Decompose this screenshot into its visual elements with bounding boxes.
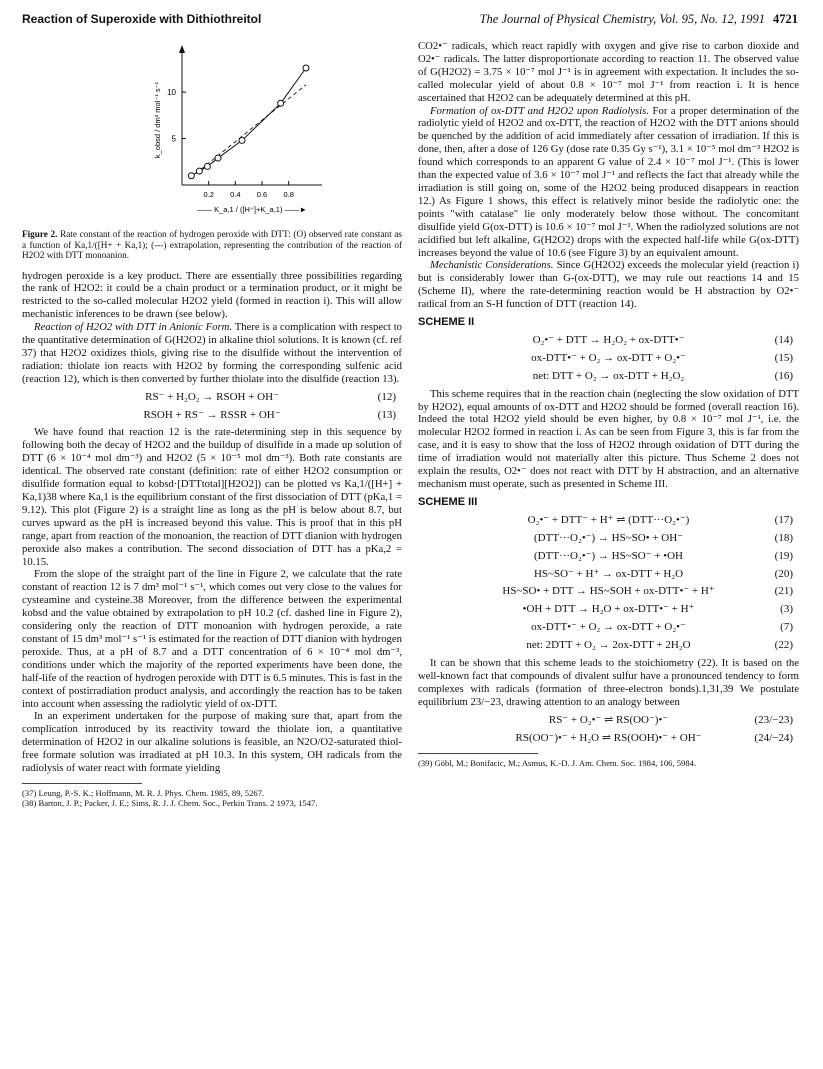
extrapolation-line bbox=[195, 85, 306, 174]
x-tick-label: 0.8 bbox=[283, 190, 294, 199]
paragraph: It can be shown that this scheme leads to the stoichiometry (22). It is based on the well-known fact that compounds of divalent sulfur have a pronounced tendency to form complexes with radicals (formation of three-electron bonds).1,31,39 We postulate equilibrium 23/−23, drawing attention to an analogy between bbox=[418, 657, 799, 708]
page-header bbox=[22, 12, 798, 30]
footnote-rule bbox=[418, 753, 538, 754]
equation-number: (16) bbox=[774, 369, 793, 382]
data-point bbox=[204, 163, 210, 169]
paragraph: In an experiment undertaken for the purpose of making sure that, apart from the complication introduced by its reactivity toward the thiolate ion, a quantitative determination of H2O2 in our alkaline solutions is feasible, an N2O/O2-saturated thiol-free formate solution was irradiated at pH 10.3. In this system, OH radicals from the radiolysis of water react with formate yielding bbox=[22, 710, 402, 775]
y-tick-label: 5 bbox=[171, 134, 176, 144]
x-tick-label: 0.4 bbox=[230, 190, 241, 199]
scheme-equation bbox=[418, 514, 799, 527]
paragraph-text: For a proper determination of the radiolytic yield of H2O2 and ox-DTT, the reaction of H2O2 with the DTT anions should be quenched by the addition of acid immediately after cessation of irradiation. If this is done, then, after a dose of 126 Gy (dose rate 0.35 Gy s⁻¹), 3.1 × 10⁻⁵ mol dm⁻³ H2O2 is found which corresponds to an apparent G value of 2.4 × 10⁻⁷ mol J⁻¹. (This is lower than the expected value of 3.6 × 10⁻⁷ mol J⁻¹ and reflects the fact that already while the irradiation is still going on, some of the H2O2 being produced disappears in reaction 12.) As Figure 1 shows, this effect is relatively minor beside the radiolytic one: the points "with catalase" lie only moderately below those without. The concomitant disulfide yield G(ox-DTT) is 10.6 × 10⁻⁷ mol J⁻¹. When the radiolyzed solutions are not acidified but left alkaline, G(H2O2) drops with the expected half-life while G(ox-DTT) increases beyond the value of 10.6 (see Figure 3) by an equivalent amount. bbox=[418, 104, 799, 259]
equation-12 bbox=[22, 391, 402, 404]
equation-text: net: 2DTT + O₂ → 2ox-DTT + 2H₂O bbox=[526, 639, 691, 652]
equation-text: O₂•⁻ + DTT → H₂O₂ + ox-DTT•⁻ bbox=[532, 333, 685, 346]
paragraph-text: There is a complication with respect to the quantitative determination of G(H2O2) in alkaline thiol solutions. It is known (cf. ref 37) that H2O2 oxidizes thiols, giving rise to the disulfide without the intervention of radiation: thiolate ion reacts with H2O2 by forming the corresponding sulfenic acid (reaction 12), which is then converted by further thiolate into the disulfide (reaction 13). bbox=[22, 321, 403, 385]
scheme-equation bbox=[418, 639, 799, 652]
equation-text: HS~SO⁻ + H⁺ → ox-DTT + H₂O bbox=[533, 567, 684, 580]
paragraph: CO2•⁻ radicals, which react rapidly with oxygen and give rise to carbon dioxide and O2•⁻ radicals. The latter disproportionate according to reaction 11. The observed value of G(H2O2) = 3.75 × 10⁻⁷ mol J⁻¹ is in agreement with expectation. It includes the so-called molecular yield of about 0.8 × 10⁻⁷ mol J⁻¹ from reaction i. It is hence ascertained that H2O2 can be adequately determined at this pH. bbox=[418, 40, 799, 104]
x-tick-label: 0.2 bbox=[203, 190, 214, 199]
scheme-equation bbox=[418, 352, 799, 365]
equation-text: •OH + DTT → H₂O + ox-DTT•⁻ + H⁺ bbox=[522, 603, 695, 616]
equation-number: (22) bbox=[774, 639, 793, 652]
equation-text: RS⁻ + O₂•⁻ ⇌ RS(OO⁻)•⁻ bbox=[548, 713, 669, 726]
x-axis-label: —— K_a,1 / ([H⁺]+K_a,1) ——► bbox=[197, 205, 307, 214]
paragraph bbox=[418, 259, 799, 311]
scheme-equation bbox=[418, 370, 799, 383]
equation-text: RS⁻ + H₂O₂ → RSOH + OH⁻ bbox=[145, 390, 279, 403]
equation-number: (14) bbox=[774, 333, 793, 346]
journal-name: The Journal of Physical Chemistry, Vol. 95, No. 12, 1991 bbox=[479, 12, 765, 26]
scheme-equation bbox=[418, 621, 799, 634]
equation-number: (21) bbox=[774, 585, 793, 598]
left-column bbox=[22, 40, 402, 808]
y-tick-label: 10 bbox=[167, 88, 176, 98]
equation-23 bbox=[418, 714, 799, 727]
y-axis-arrow bbox=[179, 45, 185, 53]
scheme-equation bbox=[418, 603, 799, 616]
journal-citation bbox=[480, 12, 798, 27]
figure-2 bbox=[22, 40, 402, 225]
data-point bbox=[303, 65, 309, 71]
equation-text: RS(OO⁻)•⁻ + H₂O ⇌ RS(OOH)•⁻ + OH⁻ bbox=[515, 731, 702, 744]
paragraph: This scheme requires that in the reaction chain (neglecting the slow oxidation of DTT by H2O2), equal amounts of ox-DTT and H2O2 should be formed (overall reaction 16). Indeed the total H2O2 yield should be even higher, by 0.8 × 10⁻⁷ mol J⁻¹, i.e. the molecular H2O2 formed in reaction i. As can be seen from Figure 3, this is far from the case, and it is easy to show that the loss of H2O2 through oxidation of DTT during the time of irradiation would not materially alter this picture. Thus Scheme 2 does not explain the results, O2•⁻ does not react with DTT by H abstraction, and an alternative mechanism must operate, such as presented in Scheme III. bbox=[418, 387, 799, 490]
figure-caption-text: Rate constant of the reaction of hydrogen peroxide with DTT: (O) observed rate constant as a function of Ka,1/([H+ + Ka,1); (---) extrapolation, representing the contribution of the reaction of H2O2 with DTT monoanion. bbox=[22, 229, 403, 260]
scheme-2-title: SCHEME II bbox=[418, 316, 475, 329]
footnote-37: (37) Leung, P.-S. K.; Hoffmann, M. R. J. Phys. Chem. 1985, 89, 5267. bbox=[22, 787, 265, 798]
paragraph: We have found that reaction 12 is the rate-determining step in this sequence by following both the decay of H2O2 and the buildup of disulfide in a made up solution of DTT (6 × 10⁻⁴ mol dm⁻³) and H2O2 (5 × 10⁻⁵ mol dm⁻³). Both rate constants are identical. The observed rate constant (definition: rate of either H2O2 consumption or disulfide formation equal to kobsd·[DTTtotal][H2O2]) can be plotted vs Ka,1/([H+] + Ka,1)38 where Ka,1 is the equilibrium constant of the first dissociation of DTT (pKa,1 = 9.12). This plot (Figure 2) is a straight line as long as the pH is below about 8.7, but curves upward as the pH is increased beyond this value. This is proof that in this pH range, apart from reaction of the monoanion, the reaction of DTT dianion with hydrogen peroxide also makes a contribution. The second dissociation of DTT has a pKa,2 = 10.15. bbox=[22, 426, 402, 568]
section-heading: Mechanistic Considerations. bbox=[430, 259, 554, 272]
data-point bbox=[239, 137, 245, 143]
footnote-39: (39) Göbl, M.; Bonifacic, M.; Asmus, K.-D. J. Am. Chem. Soc. 1984, 106, 5984. bbox=[418, 757, 697, 768]
figure-2-chart bbox=[22, 40, 402, 225]
paragraph bbox=[22, 321, 402, 386]
paragraph bbox=[418, 105, 799, 260]
scheme-equation bbox=[418, 550, 799, 563]
running-title: Reaction of Superoxide with Dithiothreitol bbox=[22, 12, 262, 26]
scheme-equation bbox=[418, 585, 799, 598]
right-column bbox=[418, 40, 799, 768]
equation-number: (7) bbox=[780, 621, 793, 634]
equation-number: (23/−23) bbox=[754, 713, 793, 726]
fit-curve bbox=[191, 68, 306, 176]
footnote-rule bbox=[22, 783, 142, 784]
paragraph-text: Since G(H2O2) exceeds the molecular yield (reaction i) but is considerably lower than G-(ox-DTT), we may rule out reactions 14 and 15 (Scheme II), where the rate-determining reaction would be H abstraction by O2•⁻ radical from an S-H function of DTT (reaction 14). bbox=[418, 259, 800, 311]
equation-number: (15) bbox=[774, 351, 793, 364]
equation-text: (DTT···O₂•⁻) → HS~SO• + OH⁻ bbox=[534, 531, 683, 544]
figure-caption bbox=[22, 229, 402, 261]
equation-text: ox-DTT•⁻ + O₂ → ox-DTT + O₂•⁻ bbox=[531, 621, 686, 634]
equation-text: O₂•⁻ + DTT⁻ + H⁺ ⇌ (DTT···O₂•⁻) bbox=[527, 513, 690, 526]
data-point bbox=[215, 155, 221, 161]
scheme-equation bbox=[418, 334, 799, 347]
equation-number: (3) bbox=[780, 603, 793, 616]
scheme-3-title: SCHEME III bbox=[418, 495, 478, 508]
section-heading: Formation of ox-DTT and H2O2 upon Radiolysis. bbox=[430, 104, 650, 117]
equation-number: (18) bbox=[774, 531, 793, 544]
section-heading: Reaction of H2O2 with DTT in Anionic Form. bbox=[34, 321, 233, 334]
page-number: 4721 bbox=[773, 12, 798, 26]
footnote-38: (38) Barton, J. P.; Packer, J. E.; Sims, R. J. J. Chem. Soc., Perkin Trans. 2 1973, 1547. bbox=[22, 797, 318, 808]
data-point bbox=[278, 100, 284, 106]
equation-text: RSOH + RS⁻ → RSSR + OH⁻ bbox=[143, 408, 281, 421]
paragraph: From the slope of the straight part of the line in Figure 2, we calculate that the rate constant of reaction 12 is 7 dm³ mol⁻¹ s⁻¹, which comes out very close to the values for cysteamine and cysteine.38 Moreover, from the difference between the experimental kobsd and the value obtained by extrapolation to pH 10.2 (cf. dashed line in Figure 2), considering only the reaction of DTT monoanion with hydrogen peroxide, a rate constant of 15 dm³ mol⁻¹ s⁻¹ is estimated for the reaction of DTT dianion with hydrogen peroxide. Thus, at a pH of 8.7 and a DTT concentration of 6 × 10⁻⁴ mol dm⁻³, conditions under which the majority of the reported experiments have been done, the half-life of the reaction of hydrogen peroxide with DTT is 6.5 minutes. This is fast in the context of postirradiation product analysis, and accordingly the reaction has to be taken into account when assessing the radiolytic yield of ox-DTT. bbox=[22, 568, 402, 710]
equation-text: (DTT···O₂•⁻) → HS~SO⁻ + •OH bbox=[534, 549, 683, 562]
paragraph: hydrogen peroxide is a key product. There are essentially three possibilities regarding the rank of H2O2: it could be a chain product or a termination product, or it might be restricted to the so-called molecular H2O2 yield (formed in reaction i). This will allow mechanistic inferences to be drawn (see below). bbox=[22, 269, 402, 321]
equation-text: HS~SO• + DTT → HS~SOH + ox-DTT•⁻ + H⁺ bbox=[502, 585, 715, 598]
equation-number: (20) bbox=[774, 567, 793, 580]
scheme-equation bbox=[418, 532, 799, 545]
equation-24 bbox=[418, 732, 799, 745]
data-point bbox=[196, 168, 202, 174]
equation-number: (12) bbox=[377, 390, 396, 403]
scheme-equation bbox=[418, 568, 799, 581]
equation-text: net: DTT + O₂ → ox-DTT + H₂O₂ bbox=[532, 369, 685, 382]
y-axis-label: k_obsd / dm³ mol⁻¹ s⁻¹ bbox=[153, 81, 162, 159]
equation-number: (24/−24) bbox=[754, 731, 793, 744]
data-point bbox=[188, 173, 194, 179]
scheme-2 bbox=[418, 334, 799, 383]
equation-text: ox-DTT•⁻ + O₂ → ox-DTT + O₂•⁻ bbox=[531, 351, 686, 364]
equation-13 bbox=[22, 409, 402, 422]
equation-number: (17) bbox=[774, 513, 793, 526]
figure-caption-label: Figure 2. bbox=[22, 229, 58, 239]
x-tick-label: 0.6 bbox=[256, 190, 268, 199]
equation-number: (13) bbox=[377, 408, 396, 421]
scheme-3 bbox=[418, 514, 799, 652]
equation-number: (19) bbox=[774, 549, 793, 562]
